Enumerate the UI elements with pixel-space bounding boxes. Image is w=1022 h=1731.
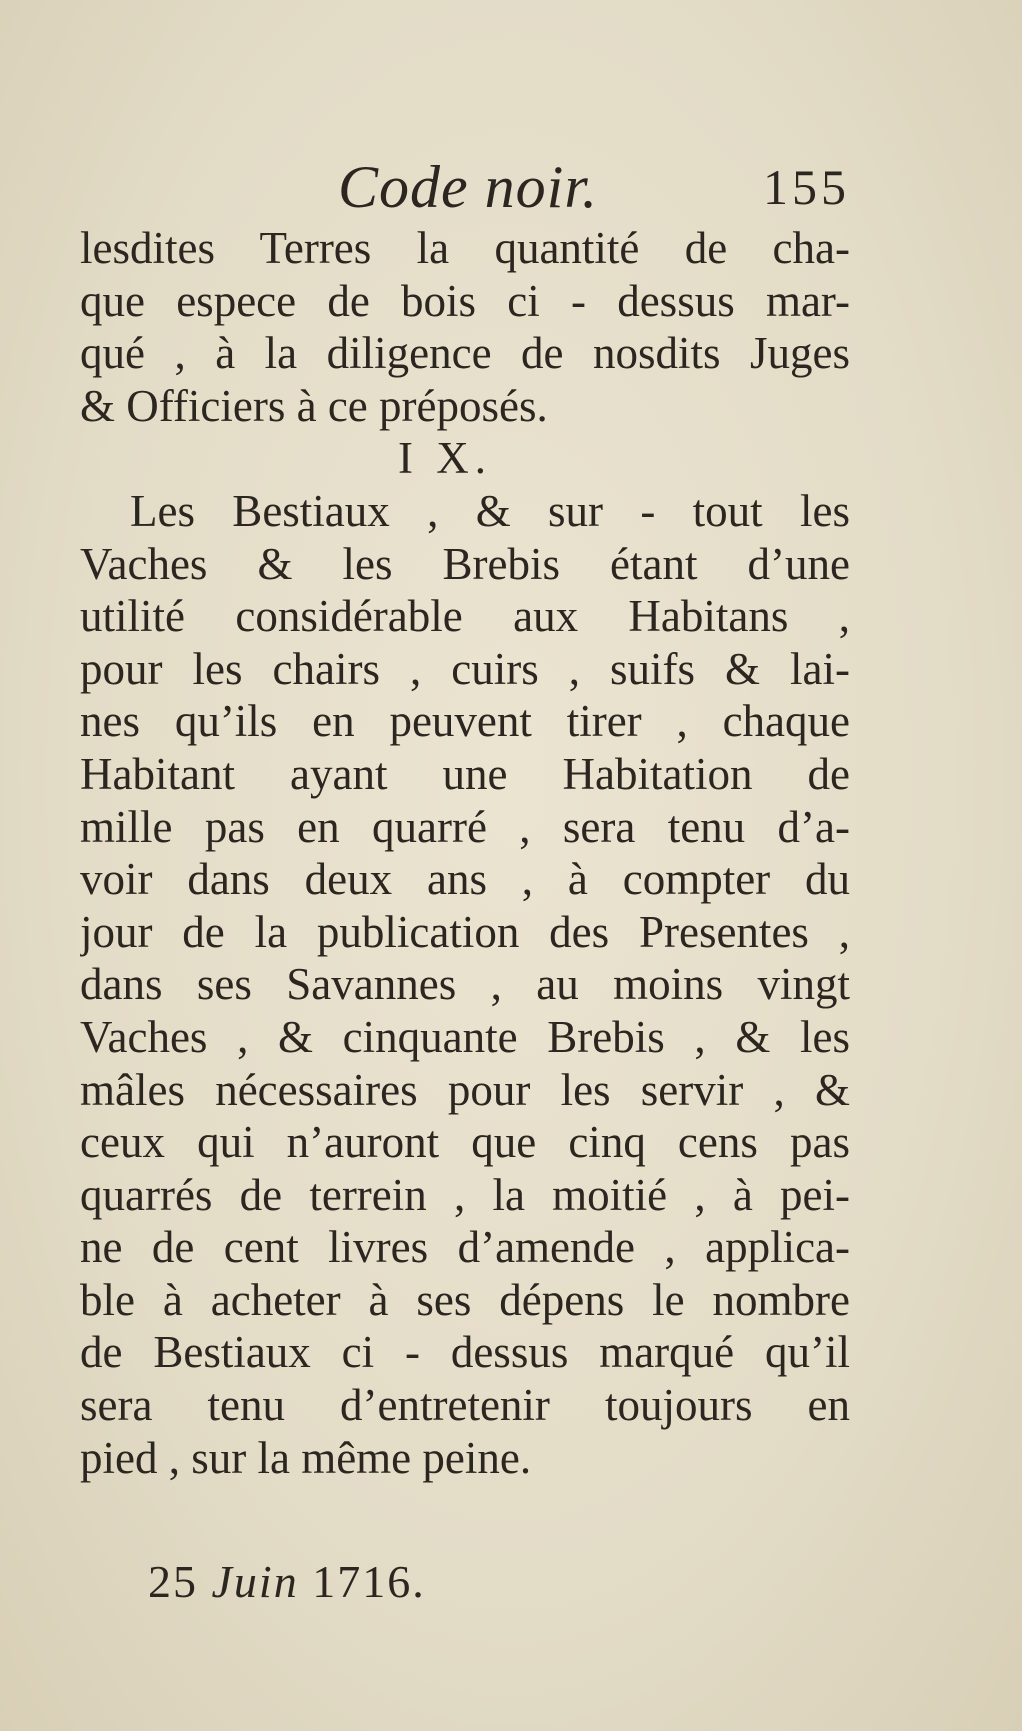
text-line: lesdites Terres la quantité de cha- [80,223,850,273]
date-line [148,1552,426,1612]
text-line: ceux qui n’auront que cinq cens pas [80,1117,850,1168]
text-line: nes qu’ils en peuvent tirer , chaque [80,696,850,747]
article-number: I X. [398,433,492,484]
text-line: utilité considérable aux Habitans , [80,591,850,642]
text-line: de Bestiaux ci - dessus marqué qu’il [80,1327,850,1378]
text-line: Les Bestiaux , & sur - tout les [130,485,850,536]
text-line: quarrés de terrein , la moitié , à pei- [80,1169,850,1220]
text-line: pour les chairs , cuirs , suifs & lai- [80,643,850,694]
date-month: Juin [211,1556,299,1607]
page-header [80,152,850,222]
text-line: mille pas en quarré , sera tenu d’a- [80,801,850,852]
text-line: Vaches , & cinquante Brebis , & les [80,1011,850,1062]
text-line: Habitant ayant une Habitation de [80,748,850,799]
text-line: jour de la publication des Presentes , [80,906,850,957]
date-day: 25 [148,1556,198,1607]
text-line: voir dans deux ans , à compter du [80,854,850,905]
text-line: Vaches & les Brebis étant d’une [80,538,850,589]
text-line: sera tenu d’entretenir toujours en [80,1380,850,1431]
page-number: 155 [763,159,850,215]
date-year: 1716. [312,1556,426,1607]
text-line: & Officiers à ce préposés. [80,380,548,431]
text-line: qué , à la diligence de nosdits Juges [80,328,850,379]
text-block [80,222,850,1484]
text-line: ble à acheter à ses dépens le nombre [80,1274,850,1325]
text-line: mâles nécessaires pour les servir , & [80,1064,850,1115]
running-title: Code noir. [338,154,599,220]
text-line: que espece de bois ci - dessus mar- [80,275,850,326]
text-line: dans ses Savannes , au moins vingt [80,959,850,1010]
text-line: ne de cent livres d’amende , applica- [80,1222,850,1273]
text-line: pied , sur la même peine. [80,1432,532,1483]
